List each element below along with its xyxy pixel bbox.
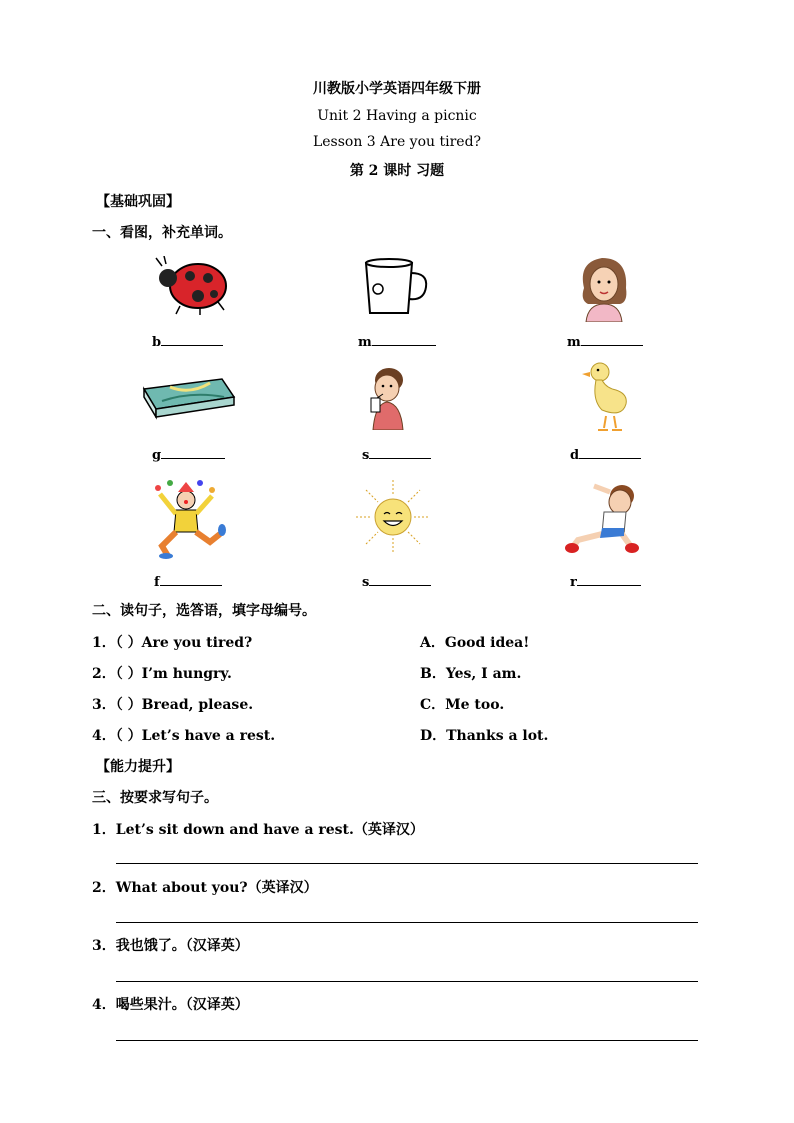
worksheet-title: 川教版小学英语四年级下册 — [313, 81, 481, 97]
answer-option-c: C．Me too. — [420, 697, 505, 713]
blank-6[interactable]: d — [570, 446, 641, 463]
blank-3[interactable]: m — [567, 333, 643, 350]
ladybug-icon — [150, 256, 230, 316]
answer-line-2[interactable] — [116, 922, 698, 923]
clown-icon — [150, 480, 226, 560]
mother-icon — [576, 252, 632, 322]
answer-paren[interactable]: （ ） — [115, 697, 142, 713]
lesson-title: Lesson 3 Are you tired? — [312, 134, 482, 150]
q3-item-2: 2．What about you?（英译汉） — [92, 880, 318, 896]
q2-item-2 — [92, 663, 232, 683]
blank-8[interactable]: s — [362, 573, 431, 590]
q2-item-4 — [92, 725, 275, 745]
q3-item-1: 1．Let’s sit down and have a rest.（英译汉） — [92, 822, 424, 838]
answer-option-d: D．Thanks a lot. — [420, 728, 549, 744]
item-number: 3． — [92, 697, 116, 713]
q3-item-3: 3．我也饿了。（汉译英） — [92, 938, 249, 954]
answer-paren[interactable]: （ ） — [115, 728, 142, 744]
resting-boy-icon — [564, 478, 644, 556]
item-number: 2． — [92, 666, 116, 682]
section-advanced-label: 【能力提升】 — [96, 759, 180, 775]
item-number: 4． — [92, 728, 116, 744]
gum-icon — [140, 375, 238, 421]
question-1-title: 一、看图，补充单词。 — [92, 225, 232, 241]
answer-option-b: B．Yes, I am. — [420, 666, 522, 682]
answer-option-a: A．Good idea! — [420, 635, 530, 651]
unit-title: Unit 2 Having a picnic — [317, 108, 477, 124]
answer-line-3[interactable] — [116, 981, 698, 982]
sentence: Are you tired? — [141, 635, 253, 651]
sip-drink-boy-icon — [357, 364, 413, 430]
sentence: I’m hungry. — [141, 666, 232, 682]
blank-7[interactable]: f — [154, 573, 222, 590]
sentence: Let’s have a rest. — [141, 728, 276, 744]
period-title: 第 2 课时 习题 — [349, 163, 445, 179]
blank-9[interactable]: r — [570, 573, 641, 590]
sentence: Bread, please. — [141, 697, 254, 713]
q2-item-3 — [92, 694, 253, 714]
blank-4[interactable]: g — [152, 446, 225, 463]
duck-icon — [580, 360, 630, 432]
blank-1[interactable]: b — [152, 333, 223, 350]
mug-icon — [360, 257, 432, 317]
answer-paren[interactable]: （ ） — [115, 635, 142, 651]
question-3-title: 三、按要求写句子。 — [92, 790, 218, 806]
blank-5[interactable]: s — [362, 446, 431, 463]
item-number: 1． — [92, 635, 116, 651]
section-basic-label: 【基础巩固】 — [96, 194, 180, 210]
question-2-title: 二、读句子，选答语，填字母编号。 — [92, 603, 316, 619]
q3-item-4: 4．喝些果汁。（汉译英） — [92, 997, 249, 1013]
q2-item-1 — [92, 632, 252, 652]
answer-line-1[interactable] — [116, 863, 698, 864]
blank-2[interactable]: m — [358, 333, 436, 350]
sun-icon — [354, 478, 432, 556]
answer-paren[interactable]: （ ） — [115, 666, 142, 682]
answer-line-4[interactable] — [116, 1040, 698, 1041]
